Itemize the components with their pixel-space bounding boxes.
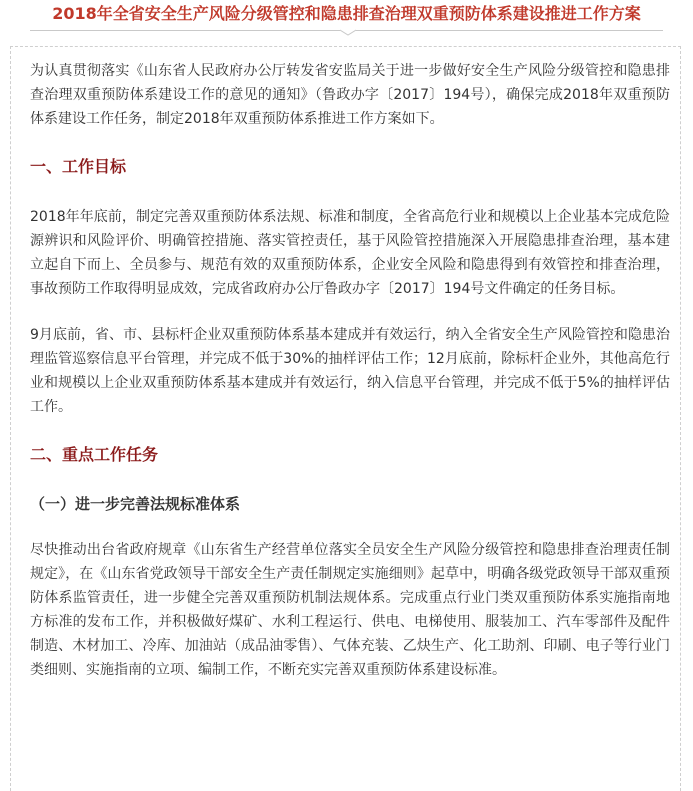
standards-paragraph: 尽快推动出台省政府规章《山东省生产经营单位落实全员安全生产风险分级管控和隐患排查治理责任制规定》，在《山东省党政领导干部安全生产责任制规定实施细则》起草中，明确各级党政领导干部双重预防体系监管责任，进一步健全完善双重预防机制法规体系。完成重点行业门类双重预防体系实施指南地方标准的发布工作，并积极做好煤矿、水利工程运行、供电、电梯使用、服装加工、汽车零部件及配件制造、木材加工、冷库、加油站（成品油零售）、气体充装、乙炔生产、化工助剂、印刷、电子等行业门类细则、实施指南的立项、编制工作，不断充实完善双重预防体系建设标准。 [30, 542, 670, 678]
article-body [30, 59, 670, 682]
subsection-heading-standards: （一）进一步完善法规标准体系 [30, 495, 241, 513]
page-title: 2018年全省安全生产风险分级管控和隐患排查治理双重预防体系建设推进工作方案 [52, 4, 641, 23]
goals-paragraph-2: 9月底前，省、市、县标杆企业双重预防体系基本建成并有效运行，纳入全省安全生产风险管控和隐患治理监管巡察信息平台管理，并完成不低于30%的抽样评估工作；12月底前，除标杆企业外，其他高危行业和规模以上企业双重预防体系基本建成并有效运行，纳入信息平台管理，并完成不低于5%的抽样评估工作。 [30, 327, 670, 415]
goals-paragraph-1: 2018年年底前，制定完善双重预防体系法规、标准和制度，全省高危行业和规模以上企业基本完成危险源辨识和风险评价、明确管控措施、落实管控责任，基于风险管控措施深入开展隐患排查治理，基本建立起自下而上、全员参与、规范有效的双重预防体系，企业安全风险和隐患得到有效管控和排查治理，事故预防工作取得明显成效，完成省政府办公厅鲁政办字〔2017〕194号文件确定的任务目标。 [30, 209, 670, 297]
title-divider-right [356, 30, 663, 31]
intro-paragraph: 为认真贯彻落实《山东省人民政府办公厅转发省安监局关于进一步做好安全生产风险分级管控和隐患排查治理双重预防体系建设工作的意见的通知》（鲁政办字〔2017〕194号），确保完成2018年双重预防体系建设工作任务，制定2018年双重预防体系推进工作方案如下。 [30, 63, 670, 127]
title-divider-left [30, 30, 340, 31]
title-bar [0, 0, 693, 40]
title-notch-icon [340, 26, 356, 36]
section-heading-goals: 一、工作目标 [30, 157, 127, 176]
section-heading-tasks: 二、重点工作任务 [30, 445, 159, 464]
